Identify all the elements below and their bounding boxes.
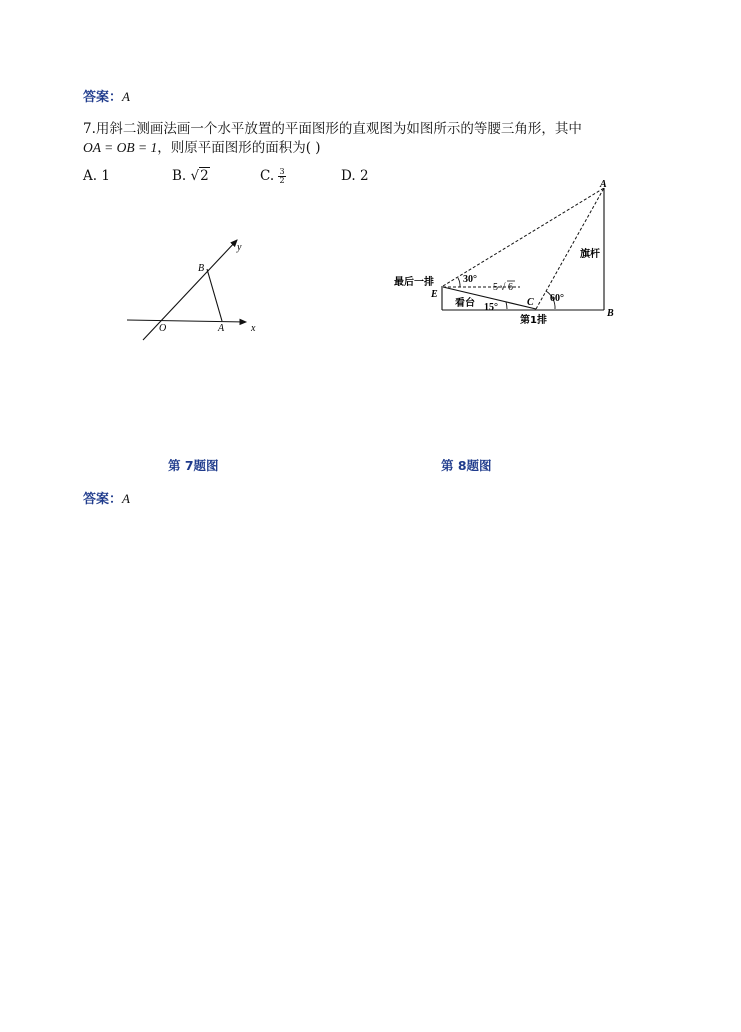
- question-number: 7.: [83, 121, 96, 137]
- label-stand: 看台: [455, 298, 475, 309]
- label-c: C: [527, 297, 534, 308]
- choice-c-denominator: 2: [279, 176, 285, 185]
- answer-label: 答案：: [83, 492, 123, 507]
- label-y: y: [237, 242, 242, 253]
- sqrt-expression: √2: [190, 168, 209, 184]
- choice-d-value: 2: [359, 168, 369, 184]
- choice-d-letter: D.: [341, 168, 356, 184]
- angle-arc-30: [458, 278, 460, 287]
- label-first-row: 第1排: [520, 315, 547, 326]
- label-b: B: [607, 308, 614, 319]
- choice-c-numerator: 3: [279, 167, 285, 176]
- label-last-row: 最后一排: [394, 277, 434, 288]
- label-a: A: [600, 179, 607, 190]
- label-angle-30: 30°: [463, 274, 477, 285]
- label-angle-60: 60°: [550, 293, 564, 304]
- answer-label: 答案：: [83, 90, 123, 105]
- label-b: B: [198, 263, 205, 274]
- label-x: x: [251, 323, 256, 334]
- label-a: A: [218, 323, 225, 334]
- label-angle-15: 15°: [484, 302, 498, 313]
- line-ea: [443, 188, 604, 286]
- figure-7-caption: 第 7题图: [168, 458, 219, 473]
- answer-bottom: [83, 488, 130, 507]
- label-e: E: [431, 289, 438, 300]
- figure-8-caption: 第 8题图: [441, 458, 492, 473]
- choice-a-value: 1: [101, 168, 110, 184]
- angle-arc-15: [506, 302, 507, 309]
- label-o: O: [159, 323, 167, 334]
- question-prompt: ，则原平面图形的面积为( ): [157, 140, 321, 156]
- distance-coefficient: 5: [493, 282, 498, 293]
- question-condition: OA = OB = 1: [83, 140, 158, 155]
- answer-value: A: [122, 89, 130, 104]
- answer-value: A: [122, 491, 130, 506]
- label-flagpole: 旗杆: [580, 249, 600, 260]
- choice-c-letter: C.: [260, 168, 275, 184]
- distance-radicand: 6: [508, 282, 513, 293]
- choice-a-letter: A.: [83, 168, 98, 184]
- distance-label: [493, 281, 515, 293]
- question-stem: 用斜二测画法画一个水平放置的平面图形的直观图为如图所示的等腰三角形，其中: [95, 121, 582, 137]
- choice-b-letter: B.: [172, 168, 187, 184]
- sqrt-sign: √: [500, 282, 506, 293]
- choice-b-radicand: 2: [200, 168, 209, 184]
